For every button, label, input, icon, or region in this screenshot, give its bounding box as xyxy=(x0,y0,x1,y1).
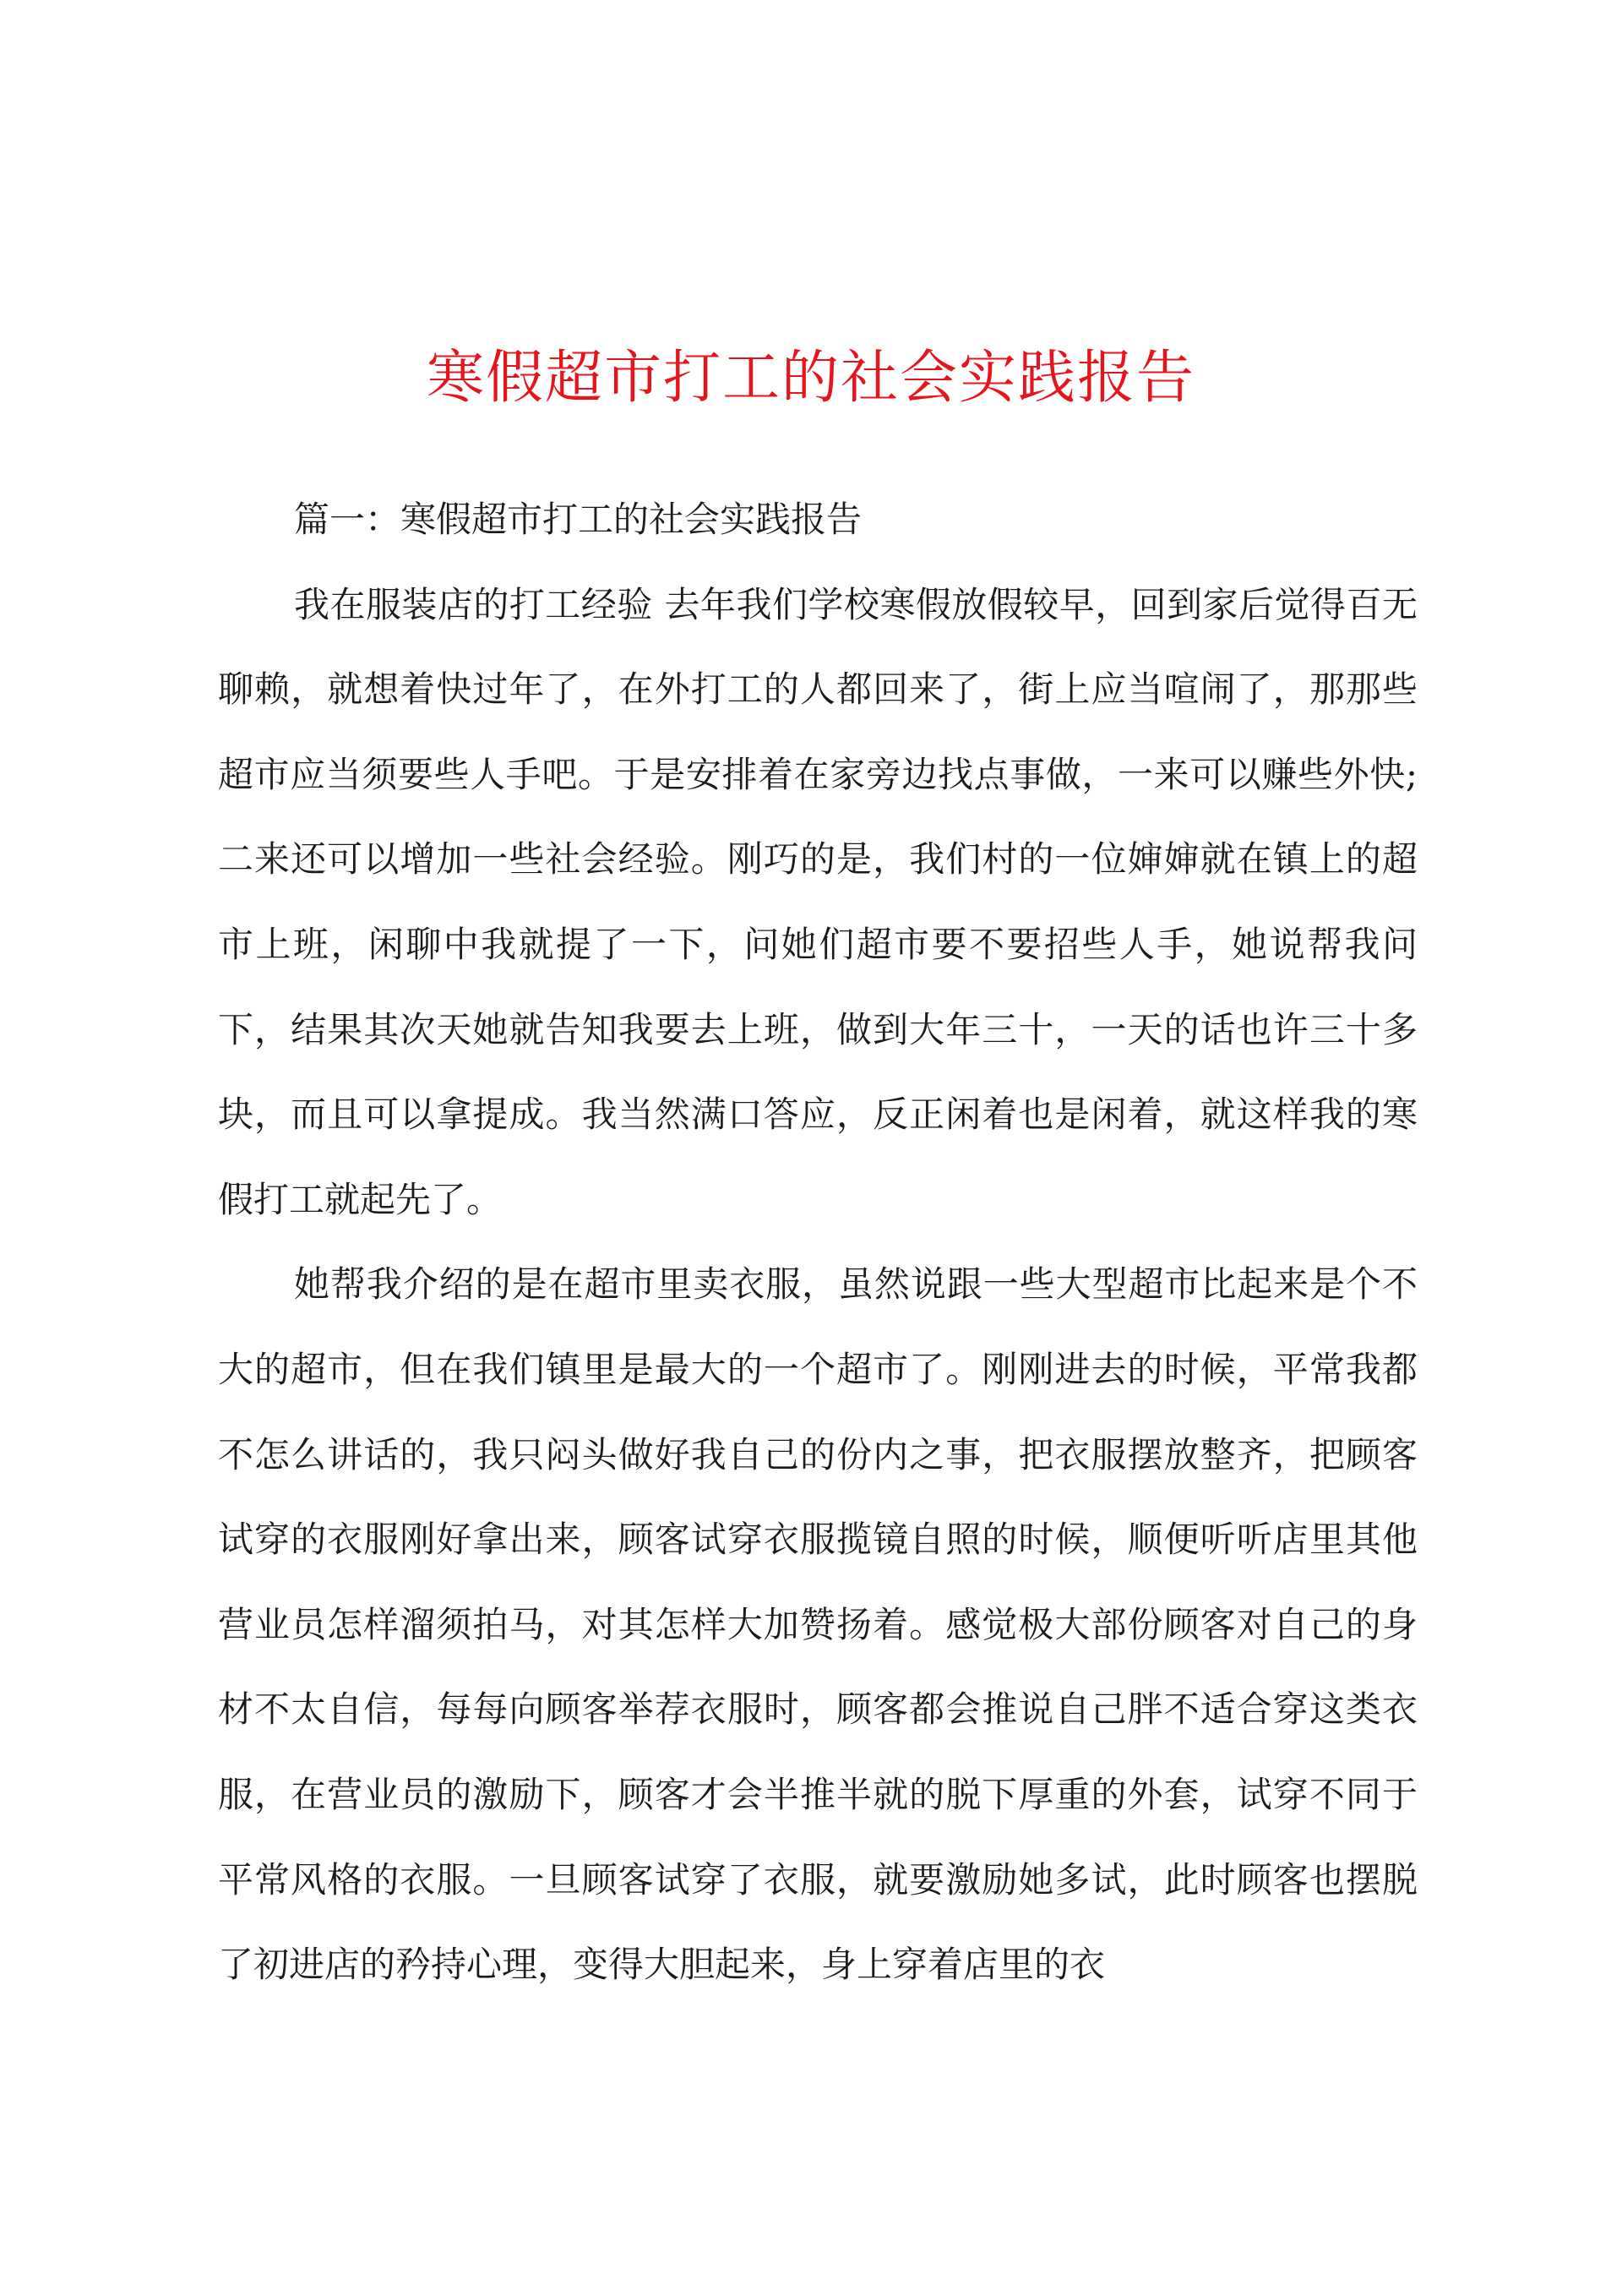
paragraph-1: 我在服装店的打工经验 去年我们学校寒假放假较早，回到家后觉得百无聊赖，就想着快过年了，在外打工的人都回来了，街上应当喧闹了，那那些超市应当须要些人手吧。于是安排着在家旁边找点事做，一来可以赚些外快;二来还可以增加一些社会经验。刚巧的是，我们村的一位婶婶就在镇上的超市上班，闲聊中我就提了一下，问她们超市要不要招些人手，她说帮我问下，结果其次天她就告知我要去上班，做到大年三十，一天的话也许三十多块，而且可以拿提成。我当然满口答应，反正闲着也是闲着，就这样我的寒假打工就起先了。 xyxy=(218,583,1418,1220)
document-title: 寒假超市打工的社会实践报告 xyxy=(426,345,1195,412)
document-body xyxy=(218,477,1418,2008)
chapter-heading: 篇一：寒假超市打工的社会实践报告 xyxy=(294,499,863,540)
paragraph-2: 她帮我介绍的是在超市里卖衣服，虽然说跟一些大型超市比起来是个不大的超市，但在我们镇里是最大的一个超市了。刚刚进去的时候，平常我都不怎么讲话的，我只闷头做好我自己的份内之事，把衣服摆放整齐，把顾客试穿的衣服刚好拿出来，顾客试穿衣服揽镜自照的时候，顺便听听店里其他营业员怎样溜须拍马，对其怎样大加赞扬着。感觉极大部份顾客对自己的身材不太自信，每每向顾客举荐衣服时，顾客都会推说自己胖不适合穿这类衣服，在营业员的激励下，顾客才会半推半就的脱下厚重的外套，试穿不同于平常风格的衣服。一旦顾客试穿了衣服，就要激励她多试，此时顾客也摆脱了初进店的矜持心理，变得大胆起来，身上穿着店里的衣 xyxy=(218,1263,1418,1986)
